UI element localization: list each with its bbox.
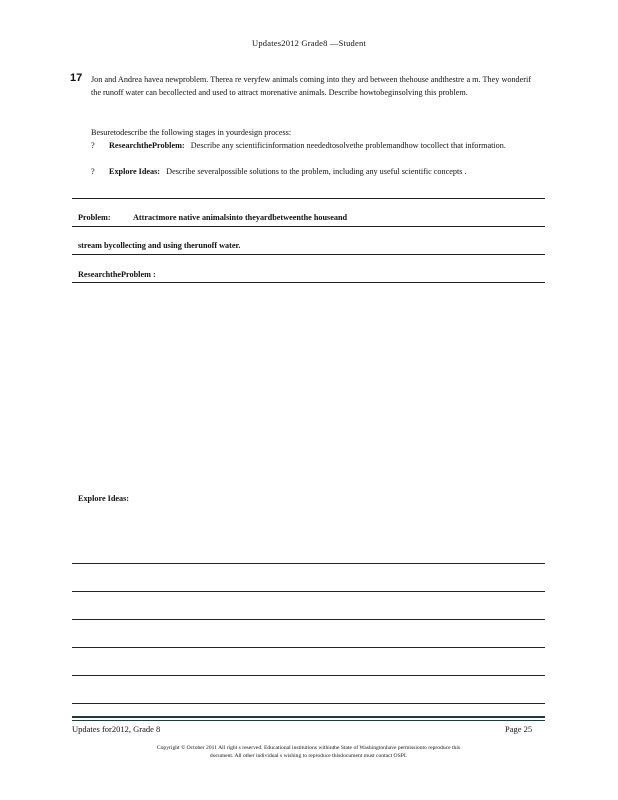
- answer-line: [72, 675, 545, 676]
- bullet-text: Describe any scientificinformation neededtosolvethe problemandhow tocollect that information.: [190, 141, 506, 150]
- research-label: ResearchtheProblem :: [78, 270, 156, 279]
- explore-label: Explore Ideas:: [78, 494, 130, 503]
- answer-line: [72, 563, 545, 564]
- problem-label: Problem:: [78, 213, 111, 222]
- bullet-marker: ?: [91, 141, 95, 150]
- problem-answer-line-1: Attractmore native animalsinto theyardbetweenthe houseand: [133, 213, 348, 222]
- bullet-research: [91, 140, 531, 153]
- answer-line: [72, 619, 545, 620]
- copyright-notice: [72, 744, 545, 760]
- bullet-marker: ?: [91, 167, 95, 176]
- problem-answer-line-2: stream bycollecting and using therunoff water.: [78, 241, 241, 250]
- question-number: 17: [70, 72, 83, 84]
- divider: [72, 282, 545, 283]
- copyright-line-2: document. All other individual s wishing to reproduce thisdocument must contact OSPI.: [209, 753, 408, 759]
- bullet-label: ResearchtheProblem:: [109, 141, 185, 150]
- answer-line: [72, 591, 545, 592]
- footer-rule: [72, 716, 545, 718]
- divider: [72, 226, 545, 227]
- answer-line: [72, 647, 545, 648]
- footer-rule: [72, 720, 545, 721]
- page-header: Updates2012 Grade8 —Student: [252, 38, 366, 48]
- bullet-label: Explore Ideas:: [109, 167, 161, 176]
- copyright-line-1: Copyright © October 2011 All right s reserved. Educational institutions withinthe State of Washingtonhave permissionto reproduce this: [156, 745, 461, 751]
- bullet-explore: [91, 166, 531, 179]
- page-number: Page 25: [505, 724, 533, 734]
- answer-line: [72, 703, 545, 704]
- question-stem: Jon and Andrea havea newproblem. Therea re veryfew animals coming into they ard between thehouse andthestre a m. They wonderif the runoff water can becollected and used to attract morenative animals. Describe howtobeginsolving this problem.: [91, 75, 531, 97]
- divider: [72, 254, 545, 255]
- divider: [72, 198, 545, 199]
- footer-title: Updates for2012, Grade 8: [72, 724, 161, 734]
- question-intro: Besuretodescribe the following stages in yourdesign process:: [91, 128, 292, 137]
- bullet-text: Describe severalpossible solutions to the problem, including any useful scientific concepts .: [166, 167, 467, 176]
